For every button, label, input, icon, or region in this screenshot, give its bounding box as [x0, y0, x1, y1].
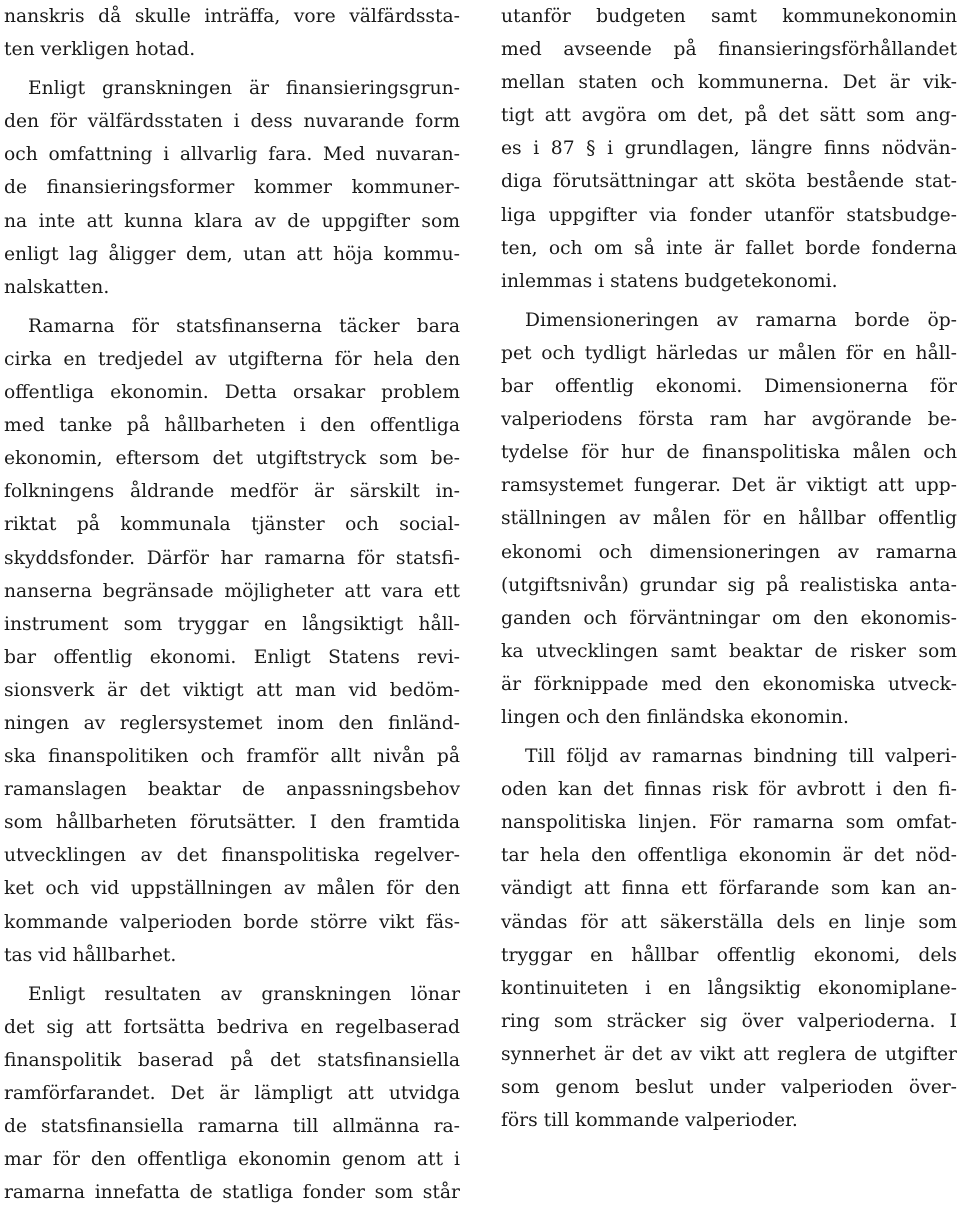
text-line: tryggar en hållbar offentlig ekonomi, dels	[501, 944, 957, 966]
text-line: oden kan det finnas risk för avbrott i den fi-	[501, 779, 957, 801]
text-line: ten verkligen hotad.	[4, 39, 196, 61]
text-line: det sig att fortsätta bedriva en regelbaserad	[4, 1016, 460, 1038]
text-line: Enligt resultaten av granskningen lönar	[28, 983, 460, 1005]
text-line: nanserna begränsade möjligheter att vara ett	[4, 580, 460, 602]
right-text-column	[501, 0, 957, 1137]
text-line: instrument som tryggar en långsiktigt håll-	[4, 613, 460, 635]
text-line: kontinuiteten i en långsiktig ekonomiplane-	[501, 977, 957, 999]
text-line: ramsystemet fungerar. Det är viktigt att upp-	[501, 475, 957, 497]
text-line: mar för den offentliga ekonomin genom att i	[4, 1149, 460, 1171]
text-line: ramförfarandet. Det är lämpligt att utvidga	[4, 1083, 460, 1104]
text-line: är förknippade med den ekonomiska utveck-	[501, 673, 957, 695]
text-line: tigt att avgöra om det, på det sätt som ang-	[501, 105, 957, 127]
text-line: nalskatten.	[4, 276, 110, 298]
text-line: enligt lag åligger dem, utan att höja kommu-	[4, 243, 460, 265]
text-line: synnerhet är det av vikt att reglera de utgifter	[501, 1043, 957, 1065]
text-line: kommande valperioden borde större vikt fäs-	[4, 911, 460, 933]
text-line: med tanke på hållbarheten i den offentliga	[4, 415, 460, 437]
text-line: bar offentlig ekonomi. Dimensionerna för	[501, 376, 957, 398]
paragraph	[4, 0, 460, 66]
text-line: liga uppgifter via fonder utanför statsbudge-	[501, 204, 957, 226]
text-line: Till följd av ramarnas bindning till valperi-	[525, 746, 957, 768]
text-line: finanspolitik baserad på det statsfinansiella	[4, 1049, 460, 1071]
text-line: offentliga ekonomin. Detta orsakar problem	[4, 382, 460, 404]
text-line: ska finanspolitiken och framför allt nivån på	[4, 746, 460, 768]
text-line: riktat på kommunala tjänster och social-	[4, 514, 460, 536]
paragraph	[501, 0, 957, 298]
text-line: Dimensioneringen av ramarna borde öp-	[525, 309, 957, 331]
text-line: es i 87 § i grundlagen, längre finns nödvän-	[501, 138, 957, 160]
text-line: pet och tydligt härledas ur målen för en håll-	[501, 342, 957, 364]
text-line: ekonomin, eftersom det utgiftstryck som be-	[4, 448, 460, 470]
text-line: ekonomi och dimensioneringen av ramarna	[501, 541, 957, 563]
text-line: utanför budgeten samt kommunekonomin	[501, 6, 957, 27]
text-line: som genom beslut under valperioden över-	[501, 1077, 957, 1098]
text-line: tydelse för hur de finanspolitiska målen och	[501, 442, 957, 464]
text-line: cirka en tredjedel av utgifterna för hela den	[4, 348, 460, 370]
text-line: valperiodens första ram har avgörande be-	[501, 409, 957, 431]
left-text-column	[4, 0, 460, 1209]
text-line: nanspolitiska linjen. För ramarna som omfat-	[501, 812, 957, 834]
text-line: lingen och den finländska ekonomin.	[501, 706, 849, 728]
text-line: skyddsfonder. Därför har ramarna för statsfi-	[4, 547, 460, 569]
text-line: Ramarna för statsfinanserna täcker bara	[28, 315, 460, 337]
text-line: ramarna innefatta de statliga fonder som står	[4, 1182, 460, 1204]
text-line: vändas för att säkerställa dels en linje som	[501, 911, 957, 933]
text-line: inlemmas i statens budgetekonomi.	[501, 270, 838, 292]
text-line: nanskris då skulle inträffa, vore välfärdssta-	[4, 6, 460, 27]
paragraph	[501, 740, 957, 1137]
text-line: tar hela den offentliga ekonomin är det nöd-	[501, 845, 957, 867]
text-line: den för välfärdsstaten i dess nuvarande form	[4, 111, 460, 133]
paragraph	[501, 304, 957, 734]
text-line: Enligt granskningen är finansieringsgrun-	[28, 78, 460, 100]
text-line: bar offentlig ekonomi. Enligt Statens revi-	[4, 646, 460, 668]
text-line: ramanslagen beaktar de anpassningsbehov	[4, 779, 460, 801]
text-line: mellan staten och kommunerna. Det är vik-	[501, 72, 957, 94]
text-line: (utgiftsnivån) grundar sig på realistiska anta-	[501, 574, 957, 596]
paragraph	[4, 310, 460, 972]
text-line: vändigt att finna ett förfarande som kan an-	[501, 878, 957, 900]
text-line: tas vid hållbarhet.	[4, 944, 177, 966]
text-line: som hållbarheten förutsätter. I den framtida	[4, 812, 460, 834]
text-line: ring som sträcker sig över valperioderna. I	[501, 1010, 957, 1032]
text-line: ket och vid uppställningen av målen för den	[4, 878, 460, 900]
text-line: ten, och om så inte är fallet borde fonderna	[501, 237, 957, 259]
text-line: na inte att kunna klara av de uppgifter som	[4, 210, 460, 232]
text-line: förs till kommande valperioder.	[501, 1110, 798, 1132]
text-line: utvecklingen av det finanspolitiska regelver-	[4, 845, 460, 867]
text-line: med avseende på finansieringsförhållandet	[501, 39, 957, 61]
text-line: sionsverk är det viktigt att man vid bedöm-	[4, 679, 460, 701]
text-line: de finansieringsformer kommer kommuner-	[4, 177, 460, 199]
text-line: ganden och förväntningar om den ekonomis-	[501, 607, 957, 629]
paragraph	[4, 978, 460, 1209]
text-line: diga förutsättningar att sköta bestående stat-	[501, 171, 957, 193]
text-line: och omfattning i allvarlig fara. Med nuvaran-	[4, 144, 460, 166]
paragraph	[4, 72, 460, 304]
text-line: ningen av reglersystemet inom den finländ-	[4, 712, 460, 734]
text-line: folkningens åldrande medför är särskilt in-	[4, 481, 460, 503]
text-line: ka utvecklingen samt beaktar de risker som	[501, 640, 957, 662]
text-line: ställningen av målen för en hållbar offentlig	[501, 508, 957, 530]
text-line: de statsfinansiella ramarna till allmänna ra-	[4, 1116, 460, 1138]
